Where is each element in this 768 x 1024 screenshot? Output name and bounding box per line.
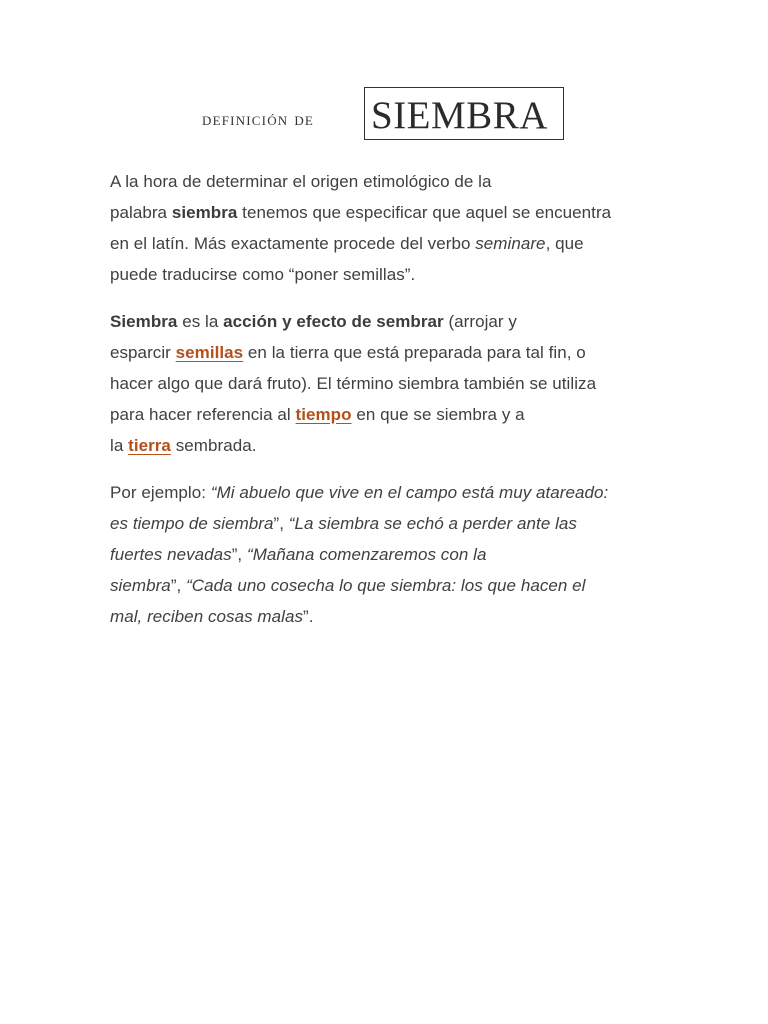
keyword-siembra: Siembra	[110, 312, 178, 331]
title-word-box	[364, 87, 564, 140]
paragraph-etymology	[110, 166, 670, 290]
definition-phrase: acción y efecto de sembrar	[223, 312, 444, 331]
keyword-siembra: siembra	[171, 203, 238, 222]
text-line: Por ejemplo: “Mi abuelo que vive en el campo está muy atareado:	[110, 483, 609, 502]
title-heading	[0, 87, 768, 143]
title-prefix: definición de	[202, 109, 315, 130]
link-tiempo[interactable]: tiempo	[295, 405, 352, 424]
text-line: siembra”, “Cada uno cosecha lo que siembra: los que hacen el	[110, 576, 586, 595]
latin-term: seminare	[475, 234, 546, 253]
title-word: SIEMBRA	[371, 94, 548, 137]
article-body	[110, 166, 670, 648]
text-line: la tierra sembrada.	[110, 436, 257, 455]
text-line: esparcir semillas en la tierra que está preparada para tal fin, o	[110, 343, 586, 362]
text-line: en el latín. Más exactamente procede del verbo seminare, que	[110, 234, 584, 253]
text-line: mal, reciben cosas malas”.	[110, 607, 314, 626]
paragraph-definition	[110, 306, 670, 461]
link-tierra[interactable]: tierra	[128, 436, 171, 455]
text-line: A la hora de determinar el origen etimológico de la	[110, 172, 492, 191]
text-line: palabra siembra tenemos que especificar que aquel se encuentra	[110, 203, 612, 222]
link-semillas[interactable]: semillas	[175, 343, 244, 362]
text-line: Siembra es la acción y efecto de sembrar (arrojar y	[110, 312, 517, 331]
text-line: es tiempo de siembra”, “La siembra se echó a perder ante las	[110, 514, 577, 533]
paragraph-examples	[110, 477, 670, 632]
text-line: fuertes nevadas”, “Mañana comenzaremos con la	[110, 545, 487, 564]
text-line: para hacer referencia al tiempo en que se siembra y a	[110, 405, 525, 424]
text-line: hacer algo que dará fruto). El término siembra también se utiliza	[110, 374, 597, 393]
text-line: puede traducirse como “poner semillas”.	[110, 265, 416, 284]
